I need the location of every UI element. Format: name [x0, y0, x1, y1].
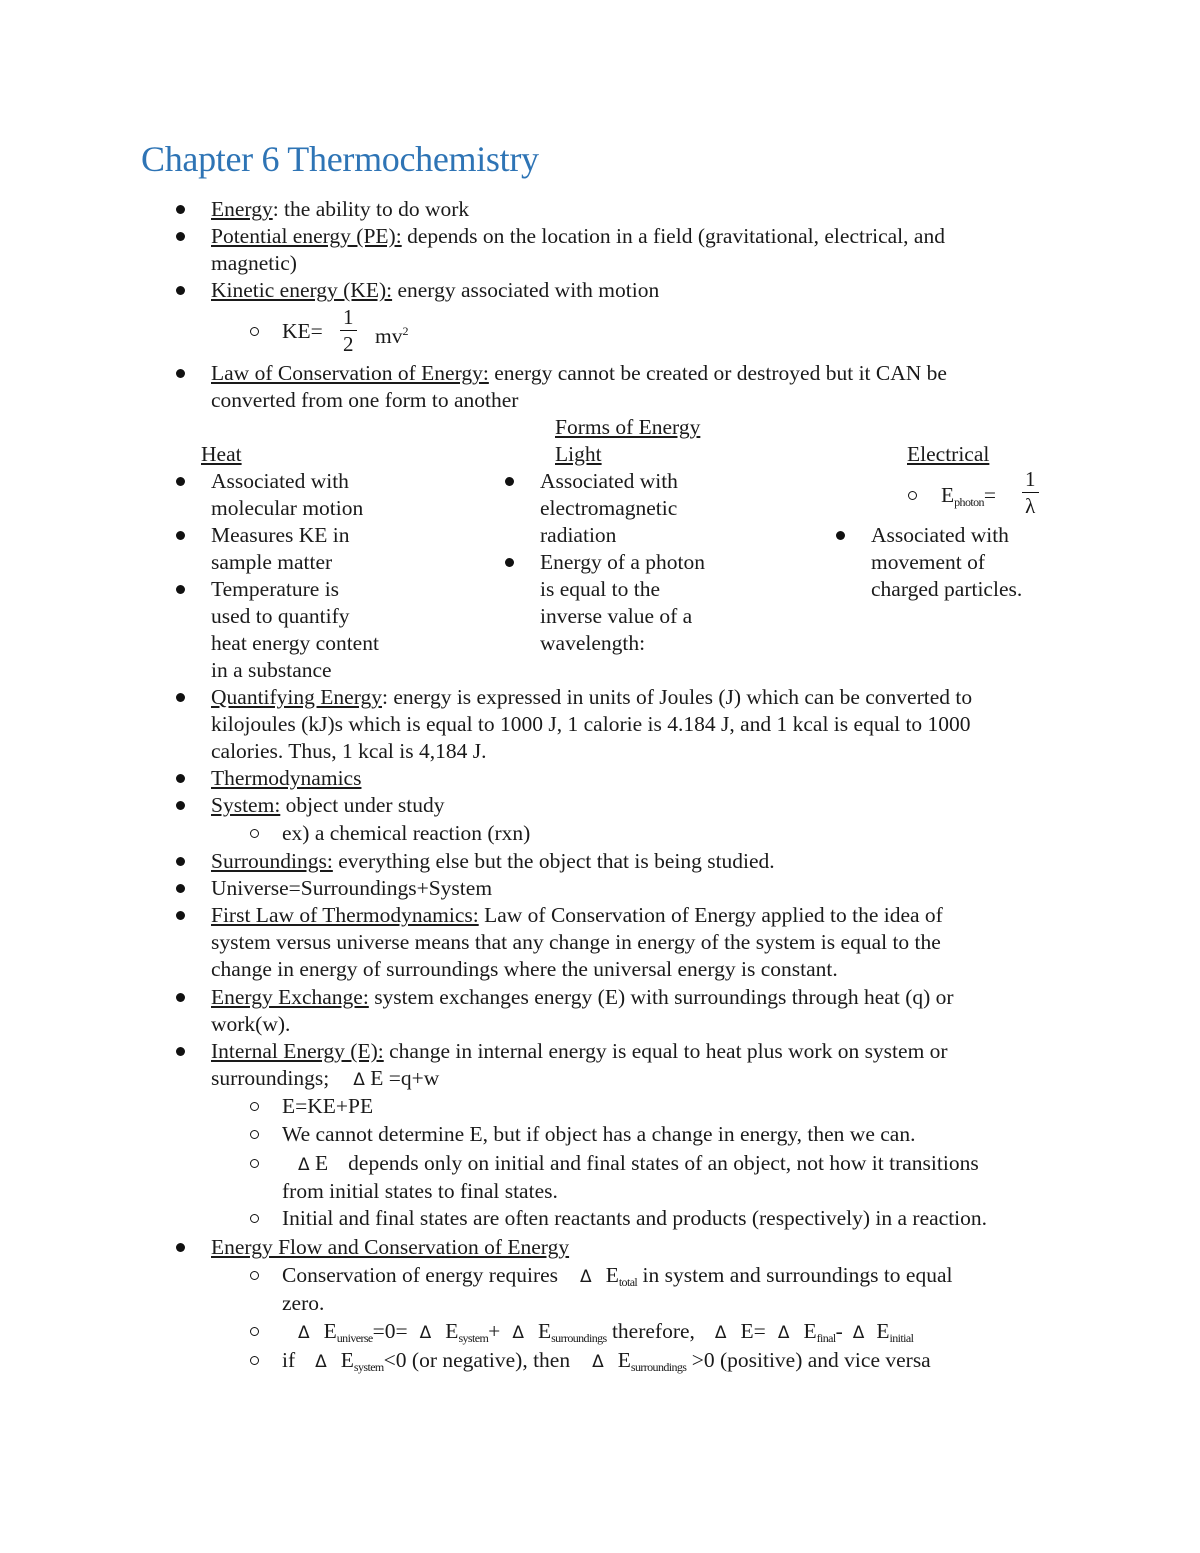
bullet-icon: [505, 558, 514, 567]
quantifying-def: : energy is expressed in units of Joules (J) which can be converted to: [381, 685, 973, 709]
light-b1c: radiation: [540, 523, 617, 547]
sub-bullet-icon: [250, 1214, 259, 1223]
pe-item: [211, 223, 945, 250]
flow-s3-mid: <0 (or negative), then: [383, 1348, 571, 1372]
photon-frac-den: λ: [1025, 494, 1036, 518]
internal-formula: E =q+w: [370, 1066, 440, 1090]
heat-b1a: Associated with: [211, 469, 349, 493]
bullet-icon: [176, 1047, 185, 1056]
exchange-item: [211, 984, 954, 1011]
sub-bullet-icon: [250, 1102, 259, 1111]
sub-bullet-icon: [250, 1159, 259, 1168]
energy-term: Energy: [211, 197, 273, 221]
bullet-icon: [176, 911, 185, 920]
sub-bullet-icon: [250, 1271, 259, 1280]
ke-fraction: [340, 306, 357, 355]
flow-s1-E: E: [605, 1263, 619, 1287]
photon-eq: =: [983, 483, 997, 507]
flow-s2-E5: E: [803, 1319, 817, 1343]
ke-superscript: 2: [402, 324, 409, 338]
internal-line2: [211, 1065, 439, 1094]
bullet-icon: [505, 477, 514, 486]
quantifying-line3: calories. Thus, 1 kcal is 4,184 J.: [211, 739, 487, 763]
internal-surroundings: surroundings;: [211, 1066, 330, 1090]
light-b1a: Associated with: [540, 469, 678, 493]
system-item: [211, 792, 445, 819]
sub-bullet-icon: [250, 1327, 259, 1336]
conservation-item: [211, 360, 947, 387]
light-b1b: electromagnetic: [540, 496, 678, 520]
delta-symbol: Δ: [353, 1070, 365, 1090]
flow-s2-sub1: universe: [336, 1331, 373, 1345]
heat-b3a: Temperature is: [211, 577, 340, 601]
photon-subscript: photon: [954, 495, 984, 509]
ke-item: [211, 277, 659, 304]
flow-s2-sub6: initial: [889, 1331, 914, 1345]
internal-sub3-text: depends only on initial and final states of an object, not how it transitions: [348, 1151, 979, 1175]
flow-s1a: Conservation of energy requires: [282, 1263, 559, 1287]
electrical-heading: Electrical: [907, 442, 990, 466]
bullet-icon: [176, 205, 185, 214]
quantifying-item: [211, 684, 972, 711]
sub-bullet-icon: [250, 829, 259, 838]
light-b2c: inverse value of a: [540, 604, 693, 628]
internal-sub4: Initial and final states are often reactants and products (respectively) in a reaction.: [282, 1206, 988, 1230]
pe-def-line2: magnetic): [211, 251, 297, 275]
photon-formula: [941, 482, 996, 516]
delta-symbol: Δ: [315, 1352, 327, 1372]
bullet-icon: [176, 884, 185, 893]
flow-s2-mid1: =0=: [372, 1319, 408, 1343]
sub-bullet-icon: [908, 491, 917, 500]
sub-bullet-icon: [250, 1130, 259, 1139]
pe-def: depends on the location in a field (gravitational, electrical, and: [401, 224, 945, 248]
flow-term: Energy Flow and Conservation of Energy: [211, 1235, 570, 1259]
exchange-line2: work(w).: [211, 1012, 291, 1036]
delta-symbol: Δ: [580, 1267, 592, 1287]
internal-sub3: [282, 1150, 979, 1179]
light-b2d: wavelength:: [540, 631, 646, 655]
bullet-icon: [176, 993, 185, 1002]
delta-symbol: Δ: [298, 1155, 310, 1175]
flow-s3-end: >0 (positive) and vice versa: [686, 1348, 931, 1372]
surroundings-def: everything else but the object that is being studied.: [332, 849, 775, 873]
bullet-icon: [176, 232, 185, 241]
system-example: ex) a chemical reaction (rxn): [282, 821, 531, 845]
flow-s2-E1: E: [323, 1319, 337, 1343]
conservation-term: Law of Conservation of Energy:: [211, 361, 489, 385]
bullet-icon: [176, 477, 185, 486]
delta-symbol: Δ: [419, 1323, 432, 1343]
flow-s3-E1: E: [340, 1348, 354, 1372]
heat-b3d: in a substance: [211, 658, 332, 682]
internal-sub3-E: E: [315, 1151, 329, 1175]
ke-frac-num: 1: [343, 305, 354, 329]
flow-s2-sub5: final: [816, 1331, 836, 1345]
exchange-term: Energy Exchange:: [211, 985, 369, 1009]
ke-formula-rhs: [375, 318, 408, 350]
bullet-icon: [176, 369, 185, 378]
internal-sub1: E=KE+PE: [282, 1094, 374, 1118]
flow-s2-therefore: therefore,: [606, 1319, 695, 1343]
bullet-icon: [176, 774, 185, 783]
photon-fraction: [1022, 468, 1039, 517]
conservation-def-line2: converted from one form to another: [211, 388, 519, 412]
heat-heading: Heat: [201, 442, 242, 466]
flow-sub3: [282, 1347, 931, 1381]
sub-bullet-icon: [250, 327, 259, 336]
flow-s2-sub3: surroundings: [551, 1331, 607, 1345]
light-b2a: Energy of a photon: [540, 550, 705, 574]
delta-symbol: Δ: [298, 1323, 310, 1343]
internal-sub2: We cannot determine E, but if object has a change in energy, then we can.: [282, 1122, 916, 1146]
delta-symbol: Δ: [512, 1323, 524, 1343]
delta-symbol: Δ: [852, 1323, 865, 1343]
first-law-line3: change in energy of surroundings where the universal energy is constant.: [211, 957, 838, 981]
bullet-icon: [176, 286, 185, 295]
ke-mv: mv: [375, 324, 403, 348]
flow-s2-sub2: system: [458, 1331, 489, 1345]
flow-s3-if: if: [282, 1348, 296, 1372]
conservation-def: energy cannot be created or destroyed but it CAN be: [488, 361, 947, 385]
internal-term: Internal Energy (E):: [211, 1039, 384, 1063]
flow-s2-E2: E: [445, 1319, 459, 1343]
electrical-b1b: movement of: [871, 550, 986, 574]
delta-symbol: Δ: [714, 1323, 727, 1343]
light-heading: Light: [555, 442, 602, 466]
delta-symbol: Δ: [592, 1352, 604, 1372]
internal-def: change in internal energy is equal to heat plus work on system or: [383, 1039, 948, 1063]
heat-b1b: molecular motion: [211, 496, 364, 520]
flow-s2-E3: E: [537, 1319, 552, 1343]
thermodynamics-term: Thermodynamics: [211, 766, 362, 790]
system-term: System:: [211, 793, 281, 817]
electrical-b1c: charged particles.: [871, 577, 1023, 601]
flow-s2-minus: -: [835, 1319, 843, 1343]
first-law-term: First Law of Thermodynamics:: [211, 903, 479, 927]
bullet-icon: [176, 1243, 185, 1252]
bullet-icon: [836, 531, 845, 540]
flow-s3-sub2: surroundings: [630, 1360, 687, 1374]
flow-s2-plus: +: [488, 1319, 501, 1343]
exchange-def: system exchanges energy (E) with surroundings through heat (q) or: [368, 985, 954, 1009]
photon-frac-num: 1: [1025, 467, 1036, 491]
energy-item: [211, 196, 469, 223]
delta-symbol: Δ: [777, 1323, 790, 1343]
system-def: object under study: [280, 793, 445, 817]
heat-b3b: used to quantify: [211, 604, 350, 628]
pe-term: Potential energy (PE):: [211, 224, 402, 248]
fraction-bar: [340, 330, 357, 331]
internal-sub3-line2: from initial states to final states.: [282, 1179, 558, 1203]
flow-s3-E2: E: [617, 1348, 631, 1372]
universe-item: Universe=Surroundings+System: [211, 876, 493, 900]
bullet-icon: [176, 531, 185, 540]
flow-s3-sub1: system: [353, 1360, 384, 1374]
page-title: Chapter 6 Thermochemistry: [141, 139, 539, 179]
heat-b3c: heat energy content: [211, 631, 379, 655]
bullet-icon: [176, 585, 185, 594]
heat-b2a: Measures KE in: [211, 523, 350, 547]
ke-frac-den: 2: [343, 332, 354, 356]
first-law-item: [211, 902, 943, 929]
flow-s1b: in system and surroundings to equal: [637, 1263, 953, 1287]
ke-term: Kinetic energy (KE):: [211, 278, 393, 302]
surroundings-term: Surroundings:: [211, 849, 333, 873]
surroundings-item: [211, 848, 775, 875]
flow-s1-sub: total: [618, 1275, 638, 1289]
photon-E: E: [941, 483, 955, 507]
energy-def: : the ability to do work: [272, 197, 470, 221]
bullet-icon: [176, 693, 185, 702]
flow-sub1: [282, 1262, 952, 1296]
ke-def: energy associated with motion: [392, 278, 660, 302]
electrical-b1a: Associated with: [871, 523, 1009, 547]
bullet-icon: [176, 801, 185, 810]
flow-s2-E4: E=: [740, 1319, 766, 1343]
heat-b2b: sample matter: [211, 550, 333, 574]
bullet-icon: [176, 857, 185, 866]
quantifying-line2: kilojoules (kJ)s which is equal to 1000 J, 1 calorie is 4.184 J, and 1 kcal is equal to 1000: [211, 712, 971, 736]
flow-s2-E6: E: [876, 1319, 890, 1343]
internal-item: [211, 1038, 948, 1065]
forms-heading: Forms of Energy: [555, 415, 701, 439]
sub-bullet-icon: [250, 1356, 259, 1365]
ke-formula-lhs: KE=: [282, 319, 323, 343]
fraction-bar: [1022, 492, 1039, 493]
first-law-def: Law of Conservation of Energy applied to the idea of: [478, 903, 943, 927]
light-b2b: is equal to the: [540, 577, 661, 601]
quantifying-term: Quantifying Energy: [211, 685, 382, 709]
first-law-line2: system versus universe means that any change in energy of the system is equal to the: [211, 930, 941, 954]
flow-s1c: zero.: [282, 1291, 325, 1315]
